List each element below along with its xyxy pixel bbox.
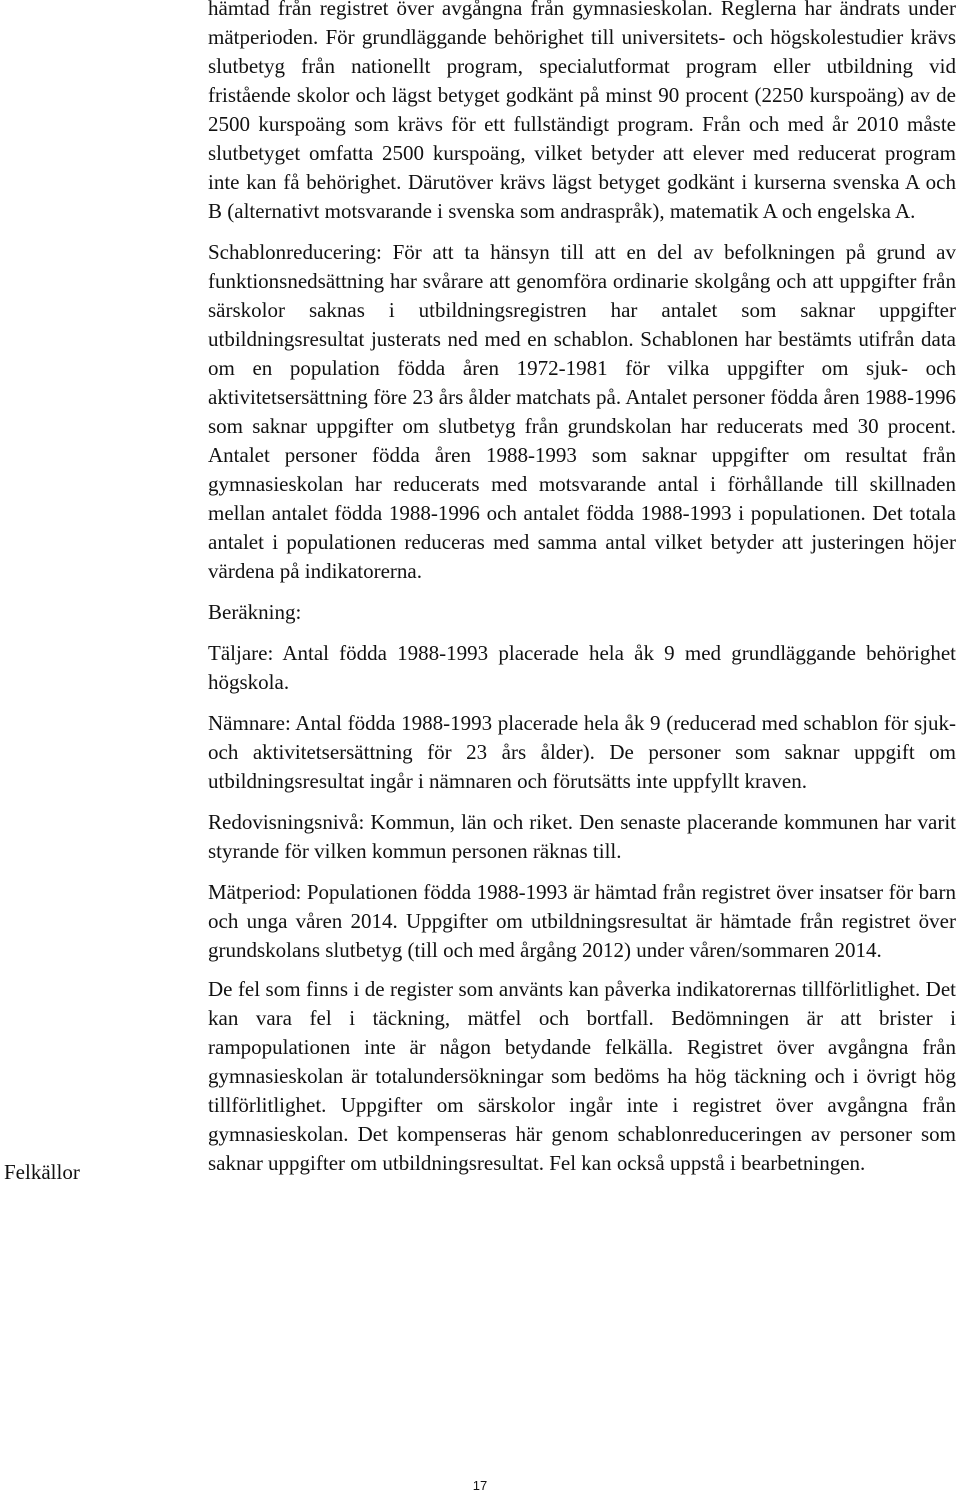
paragraph-matperiod: Mätperiod: Populationen födda 1988-1993 är hämtad från registret över insatser för barn och unga våren 2014. Uppgifter om utbildningsresultat är hämtade från registret över grundskolans slutbetyg (till och med årgång 2012) under våren/sommaren 2014.: [208, 880, 956, 962]
page-number: 17: [472, 1478, 488, 1493]
paragraph-berakning-heading: Beräkning:: [208, 600, 302, 624]
paragraph-behorighet: hämtad från registret över avgångna från gymnasieskolan. Reglerna har ändrats under mätperioden. För grundläggande behörighet till universitets- och högskolestudier krävs slutbetyg från nationellt program, specialutformat program eller utbildning vid fristående skolor och lägst betyget godkänt på minst 90 procent (2250 kurspoäng) av de 2500 kurspoäng som krävs för ett fullständigt program. Från och med år 2010 måste slutbetyget omfatta 2500 kurspoäng, vilket betyder att elever med reducerat program inte kan få behörighet. Därutöver krävs lägst betyget godkänt i kurserna svenska A och B (alternativt motsvarande i svenska som andraspråk), matematik A och engelska A.: [208, 0, 956, 223]
paragraph-schablonreducering: Schablonreducering: För att ta hänsyn till att en del av befolkningen på grund av funktionsnedsättning har svårare att genomföra ordinarie skolgång och att uppgifter från särskolor saknas i utbildningsregistren har antalet som saknar uppgifter utbildningsresultat justerats ned med en schablon. Schablonen har bestämts utifrån data om en population födda åren 1972-1981 för vilka uppgifter om sjuk- och aktivitetsersättning före 23 års ålder matchats på. Antalet personer födda åren 1988-1996 som saknar uppgifter om slutbetyg från grundskolan har reducerats med 30 procent. Antalet personer födda åren 1988-1993 som saknar uppgifter om resultat från gymnasieskolan har reducerats med motsvarande antal i förhållande till skillnaden mellan antalet födda 1988-1996 och antalet födda 1988-1993 i populationen. Det totala antalet i populationen reduceras med samma antal vilket betyder att justeringen höjer värdena på indikatorerna.: [208, 240, 956, 583]
paragraph-redovisningsniva: Redovisningsnivå: Kommun, län och riket. Den senaste placerande kommunen har varit styrande för vilken kommun personen räknas till.: [208, 810, 956, 863]
paragraph-felkallor: De fel som finns i de register som använts kan påverka indikatorernas tillförlitlighet. Det kan vara fel i täckning, mätfel och bortfall. Bedömningen är att brister i rampopulationen inte är någon betydande felkälla. Registret över avgångna från gymnasieskolan är totalundersökningar som bedöms ha hög täckning och i övrigt hög tillförlitlighet. Uppgifter om särskolor ingår inte i registret över avgångna från gymnasieskolan. Det kompenseras här genom schablonreduceringen av personer som saknar uppgifter om utbildningsresultat. Fel kan också uppstå i bearbetningen.: [208, 977, 956, 1175]
paragraph-taljare: Täljare: Antal födda 1988-1993 placerade hela åk 9 med grundläggande behörighet högskola.: [208, 641, 956, 694]
paragraph-namnare: Nämnare: Antal födda 1988-1993 placerade hela åk 9 (reducerad med schablon för sjuk- och aktivitetsersättning för 23 års ålder). De personer som saknar uppgift om utbildningsresultat ingår i nämnaren och förutsätts inte uppfyllt kraven.: [208, 711, 956, 793]
row-label-column: [4, 1158, 194, 1187]
felkallor-label: Felkällor: [4, 1160, 80, 1184]
main-text-column: [208, 0, 956, 1178]
